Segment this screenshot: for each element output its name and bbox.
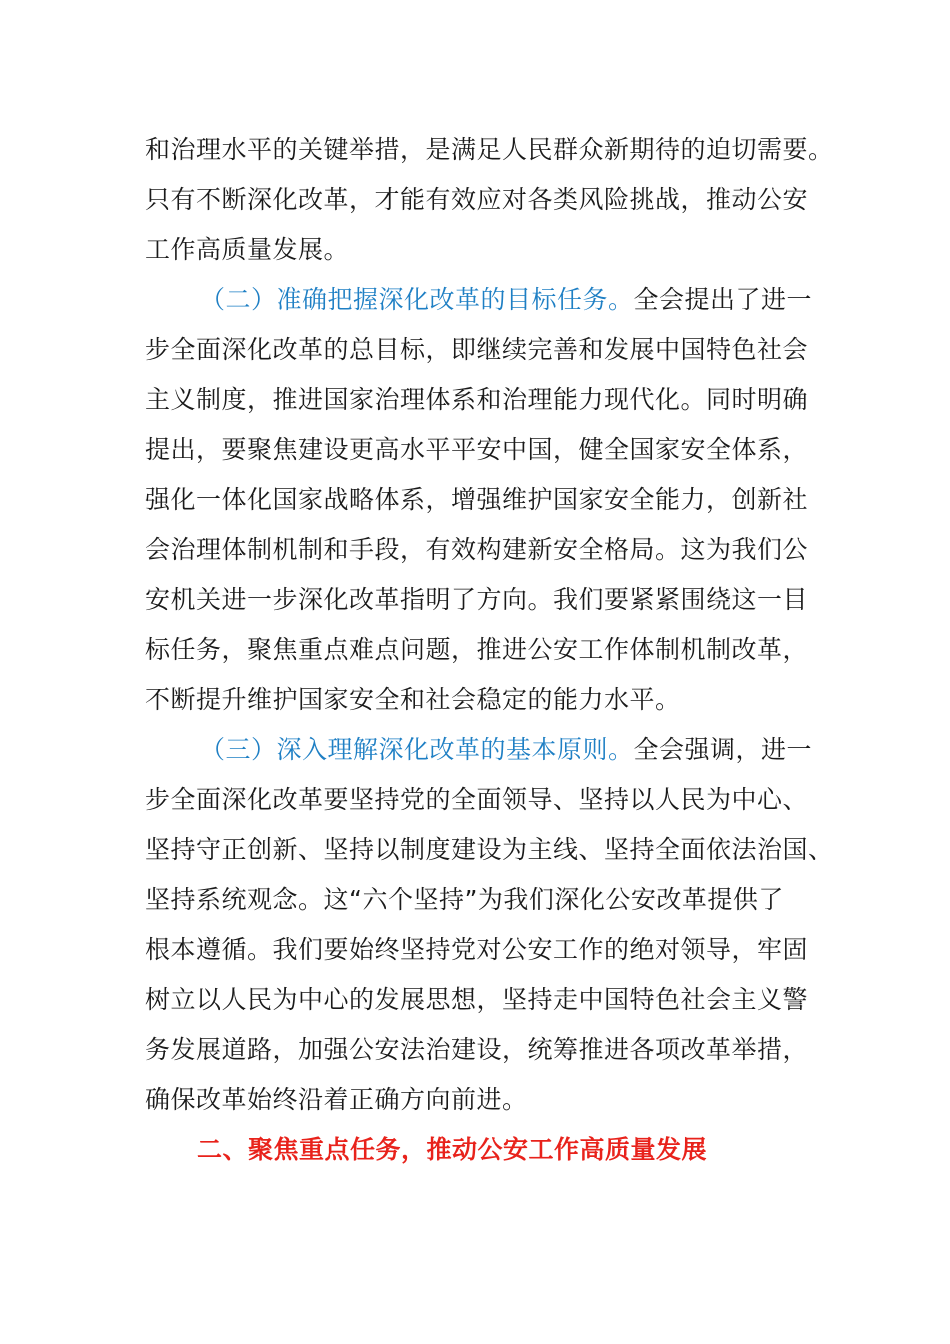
paragraph-2-line-6: 会治理体制机制和手段，有效构建新安全格局。这为我们公 bbox=[145, 535, 809, 564]
paragraph-2-first-line-rest: 全会提出了进一 bbox=[633, 285, 813, 314]
paragraph-1-line-2: 只有不断深化改革，才能有效应对各类风险挑战，推动公安 bbox=[145, 185, 809, 214]
paragraph-3-heading: （三）深入理解深化改革的基本原则。 bbox=[200, 735, 634, 764]
paragraph-3-first-line-rest: 全会强调，进一 bbox=[633, 735, 813, 764]
section-heading-text: 二、聚焦重点任务，推动公安工作高质量发展 bbox=[197, 1135, 708, 1164]
paragraph-2-line-3: 主义制度，推进国家治理体系和治理能力现代化。同时明确 bbox=[145, 385, 809, 414]
paragraph-2 bbox=[145, 275, 813, 725]
paragraph-3-line-5: 根本遵循。我们要始终坚持党对公安工作的绝对领导，牢固 bbox=[145, 935, 809, 964]
paragraph-2-line-9: 不断提升维护国家安全和社会稳定的能力水平。 bbox=[145, 685, 681, 714]
paragraph-1-line-3: 工作高质量发展。 bbox=[145, 235, 350, 264]
paragraph-2-line-7: 安机关进一步深化改革指明了方向。我们要紧紧围绕这一目 bbox=[145, 585, 809, 614]
paragraph-1 bbox=[145, 125, 834, 275]
paragraph-3-line-4: 坚持系统观念。这“六个坚持”为我们深化公安改革提供了 bbox=[145, 885, 784, 914]
paragraph-3-first-line bbox=[145, 725, 813, 775]
paragraph-2-first-line bbox=[145, 275, 813, 325]
paragraph-1-line-1: 和治理水平的关键举措，是满足人民群众新期待的迫切需要。 bbox=[145, 135, 834, 164]
document-body bbox=[145, 125, 834, 1175]
paragraph-3-line-6: 树立以人民为中心的发展思想，坚持走中国特色社会主义警 bbox=[145, 985, 809, 1014]
paragraph-3 bbox=[145, 725, 834, 1125]
paragraph-2-heading: （二）准确把握深化改革的目标任务。 bbox=[200, 285, 634, 314]
paragraph-2-line-4: 提出，要聚焦建设更高水平平安中国，健全国家安全体系， bbox=[145, 435, 809, 464]
paragraph-3-line-8: 确保改革始终沿着正确方向前进。 bbox=[145, 1085, 528, 1114]
paragraph-3-line-3: 坚持守正创新、坚持以制度建设为主线、坚持全面依法治国、 bbox=[145, 835, 834, 864]
paragraph-2-line-8: 标任务，聚焦重点难点问题，推进公安工作体制机制改革， bbox=[145, 635, 809, 664]
paragraph-2-line-2: 步全面深化改革的总目标，即继续完善和发展中国特色社会 bbox=[145, 335, 809, 364]
paragraph-2-line-5: 强化一体化国家战略体系，增强维护国家安全能力，创新社 bbox=[145, 485, 809, 514]
paragraph-3-line-2: 步全面深化改革要坚持党的全面领导、坚持以人民为中心、 bbox=[145, 785, 809, 814]
section-heading-2 bbox=[145, 1125, 805, 1175]
paragraph-3-line-7: 务发展道路，加强公安法治建设，统筹推进各项改革举措， bbox=[145, 1035, 809, 1064]
